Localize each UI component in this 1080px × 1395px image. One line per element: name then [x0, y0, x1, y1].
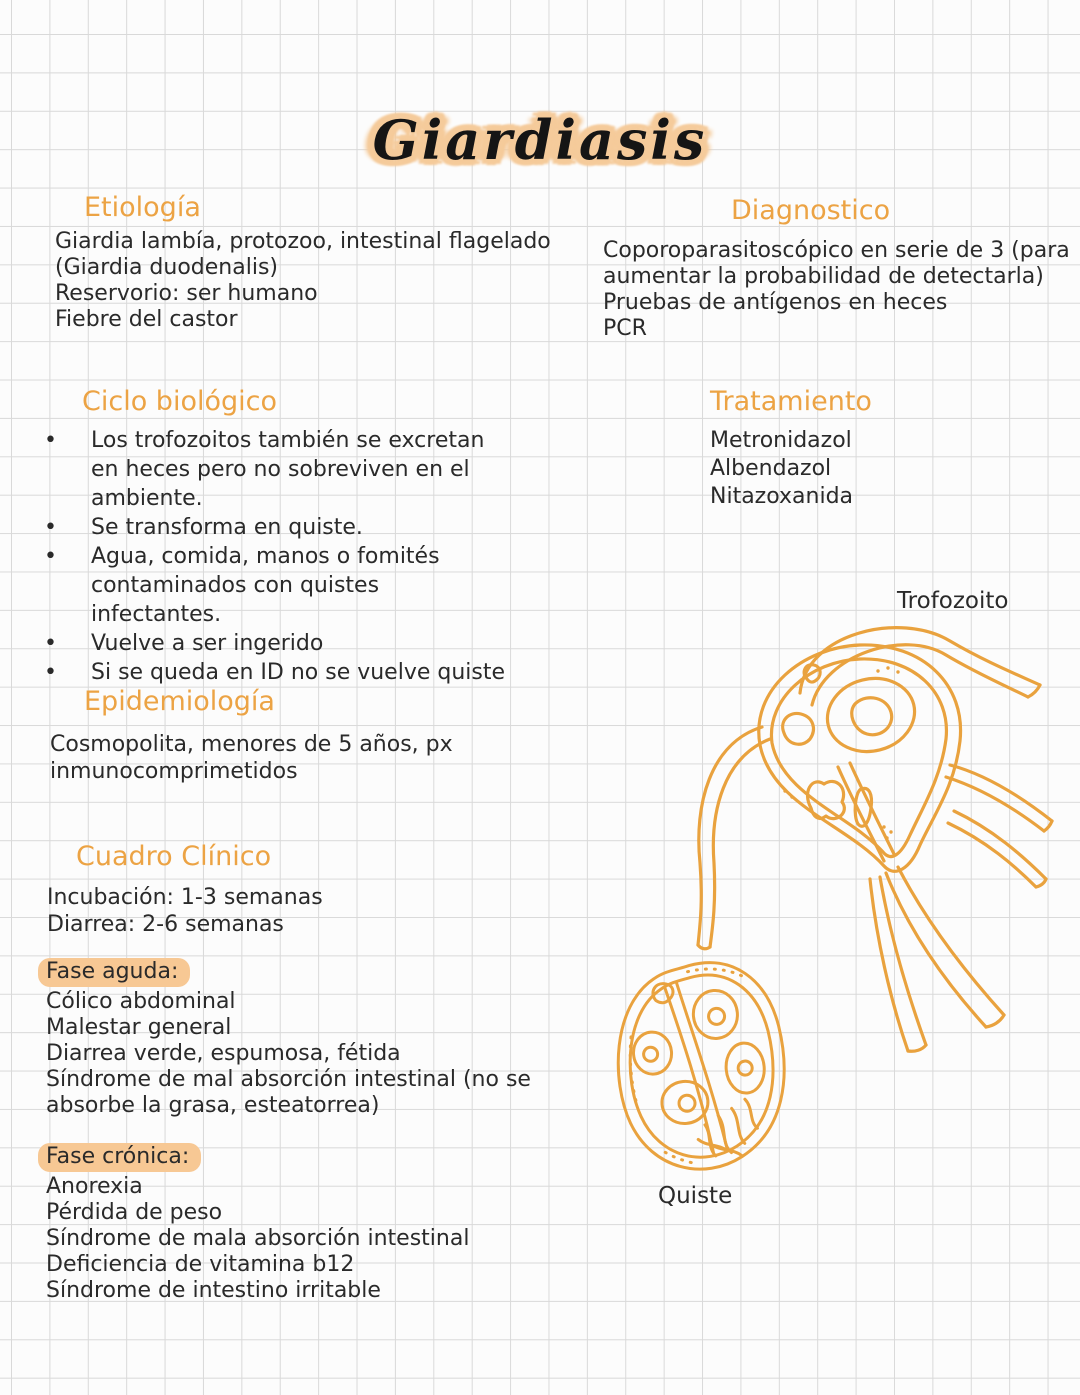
text-line: Coporoparasitoscópico en serie de 3 (para	[603, 238, 1070, 263]
text-line: Cólico abdominal	[46, 989, 236, 1014]
bullet-text: Si se queda en ID no se vuelve quiste	[91, 660, 506, 685]
text-line: aumentar la probabilidad de detectarla)	[603, 264, 1044, 289]
text-line: Deficiencia de vitamina b12	[46, 1252, 355, 1277]
section-header-ciclo-biologico: Ciclo biológico	[82, 386, 277, 417]
bullet-item	[38, 513, 510, 542]
text-line: (Giardia duodenalis)	[55, 255, 278, 280]
bullet-item	[38, 542, 510, 629]
text-line: Metronidazol	[710, 428, 852, 453]
fase-cronica-block	[46, 1143, 469, 1304]
section-header-epidemiologia: Epidemiología	[84, 686, 275, 717]
bullet-item	[38, 658, 510, 687]
tratamiento-text	[710, 427, 853, 511]
bullet-item	[38, 629, 510, 658]
bullet-dot: •	[44, 544, 57, 569]
section-header-etiologia: Etiología	[84, 192, 201, 223]
etiologia-text	[55, 229, 551, 333]
text-line: Malestar general	[46, 1015, 232, 1040]
text-line: Síndrome de mala absorción intestinal	[46, 1226, 470, 1251]
figure-label-trofozoito: Trofozoito	[897, 588, 1009, 614]
text-line: Diarrea: 2-6 semanas	[47, 912, 284, 937]
text-line: inmunocomprimetidos	[50, 759, 298, 784]
highlight-fase-cronica: Fase crónica:	[38, 1143, 201, 1172]
epidemiologia-text	[50, 731, 453, 785]
text-line: Fiebre del castor	[55, 307, 238, 332]
bullet-item	[38, 426, 510, 513]
section-header-tratamiento: Tratamiento	[710, 386, 872, 417]
cuadro-clinico-text	[47, 884, 323, 938]
text-line: Síndrome de intestino irritable	[46, 1278, 381, 1303]
bullet-text: Los trofozoitos también se excretan en heces pero no sobreviven en el ambiente.	[91, 428, 485, 511]
text-line: Pruebas de antígenos en heces	[603, 290, 948, 315]
quiste-drawing	[600, 953, 800, 1188]
text-line: absorbe la grasa, esteatorrea)	[46, 1093, 380, 1118]
section-header-diagnostico: Diagnostico	[731, 195, 891, 226]
bullet-text: Vuelve a ser ingerido	[91, 631, 324, 656]
bullet-text: Agua, comida, manos o fomités contaminados con quistes infectantes.	[91, 544, 440, 627]
bullet-dot: •	[44, 428, 57, 453]
diagnostico-text	[603, 238, 1070, 342]
text-line: Cosmopolita, menores de 5 años, px	[50, 732, 453, 757]
bullet-dot: •	[44, 631, 57, 656]
text-line: Anorexia	[46, 1174, 143, 1199]
figure-label-quiste: Quiste	[658, 1183, 733, 1209]
text-line: PCR	[603, 316, 647, 341]
text-line: Pérdida de peso	[46, 1200, 223, 1225]
text-line: Diarrea verde, espumosa, fétida	[46, 1041, 401, 1066]
bullet-text: Se transforma en quiste.	[91, 515, 363, 540]
fase-aguda-header-row	[46, 958, 531, 989]
bullet-dot: •	[44, 660, 57, 685]
ciclo-biologico-list	[38, 426, 510, 687]
fase-aguda-block	[46, 958, 531, 1119]
text-line: Albendazol	[710, 456, 832, 481]
highlight-fase-aguda: Fase aguda:	[38, 958, 190, 987]
text-line: Reservorio: ser humano	[55, 281, 318, 306]
page-title: Giardiasis	[372, 108, 708, 173]
section-header-cuadro-clinico: Cuadro Clínico	[76, 841, 272, 872]
bullet-dot: •	[44, 515, 57, 540]
text-line: Incubación: 1-3 semanas	[47, 885, 323, 910]
fase-cronica-header-row	[46, 1143, 469, 1174]
text-line: Síndrome de mal absorción intestinal (no se	[46, 1067, 531, 1092]
text-line: Giardia lambía, protozoo, intestinal flagelado	[55, 229, 551, 254]
text-line: Nitazoxanida	[710, 484, 854, 509]
